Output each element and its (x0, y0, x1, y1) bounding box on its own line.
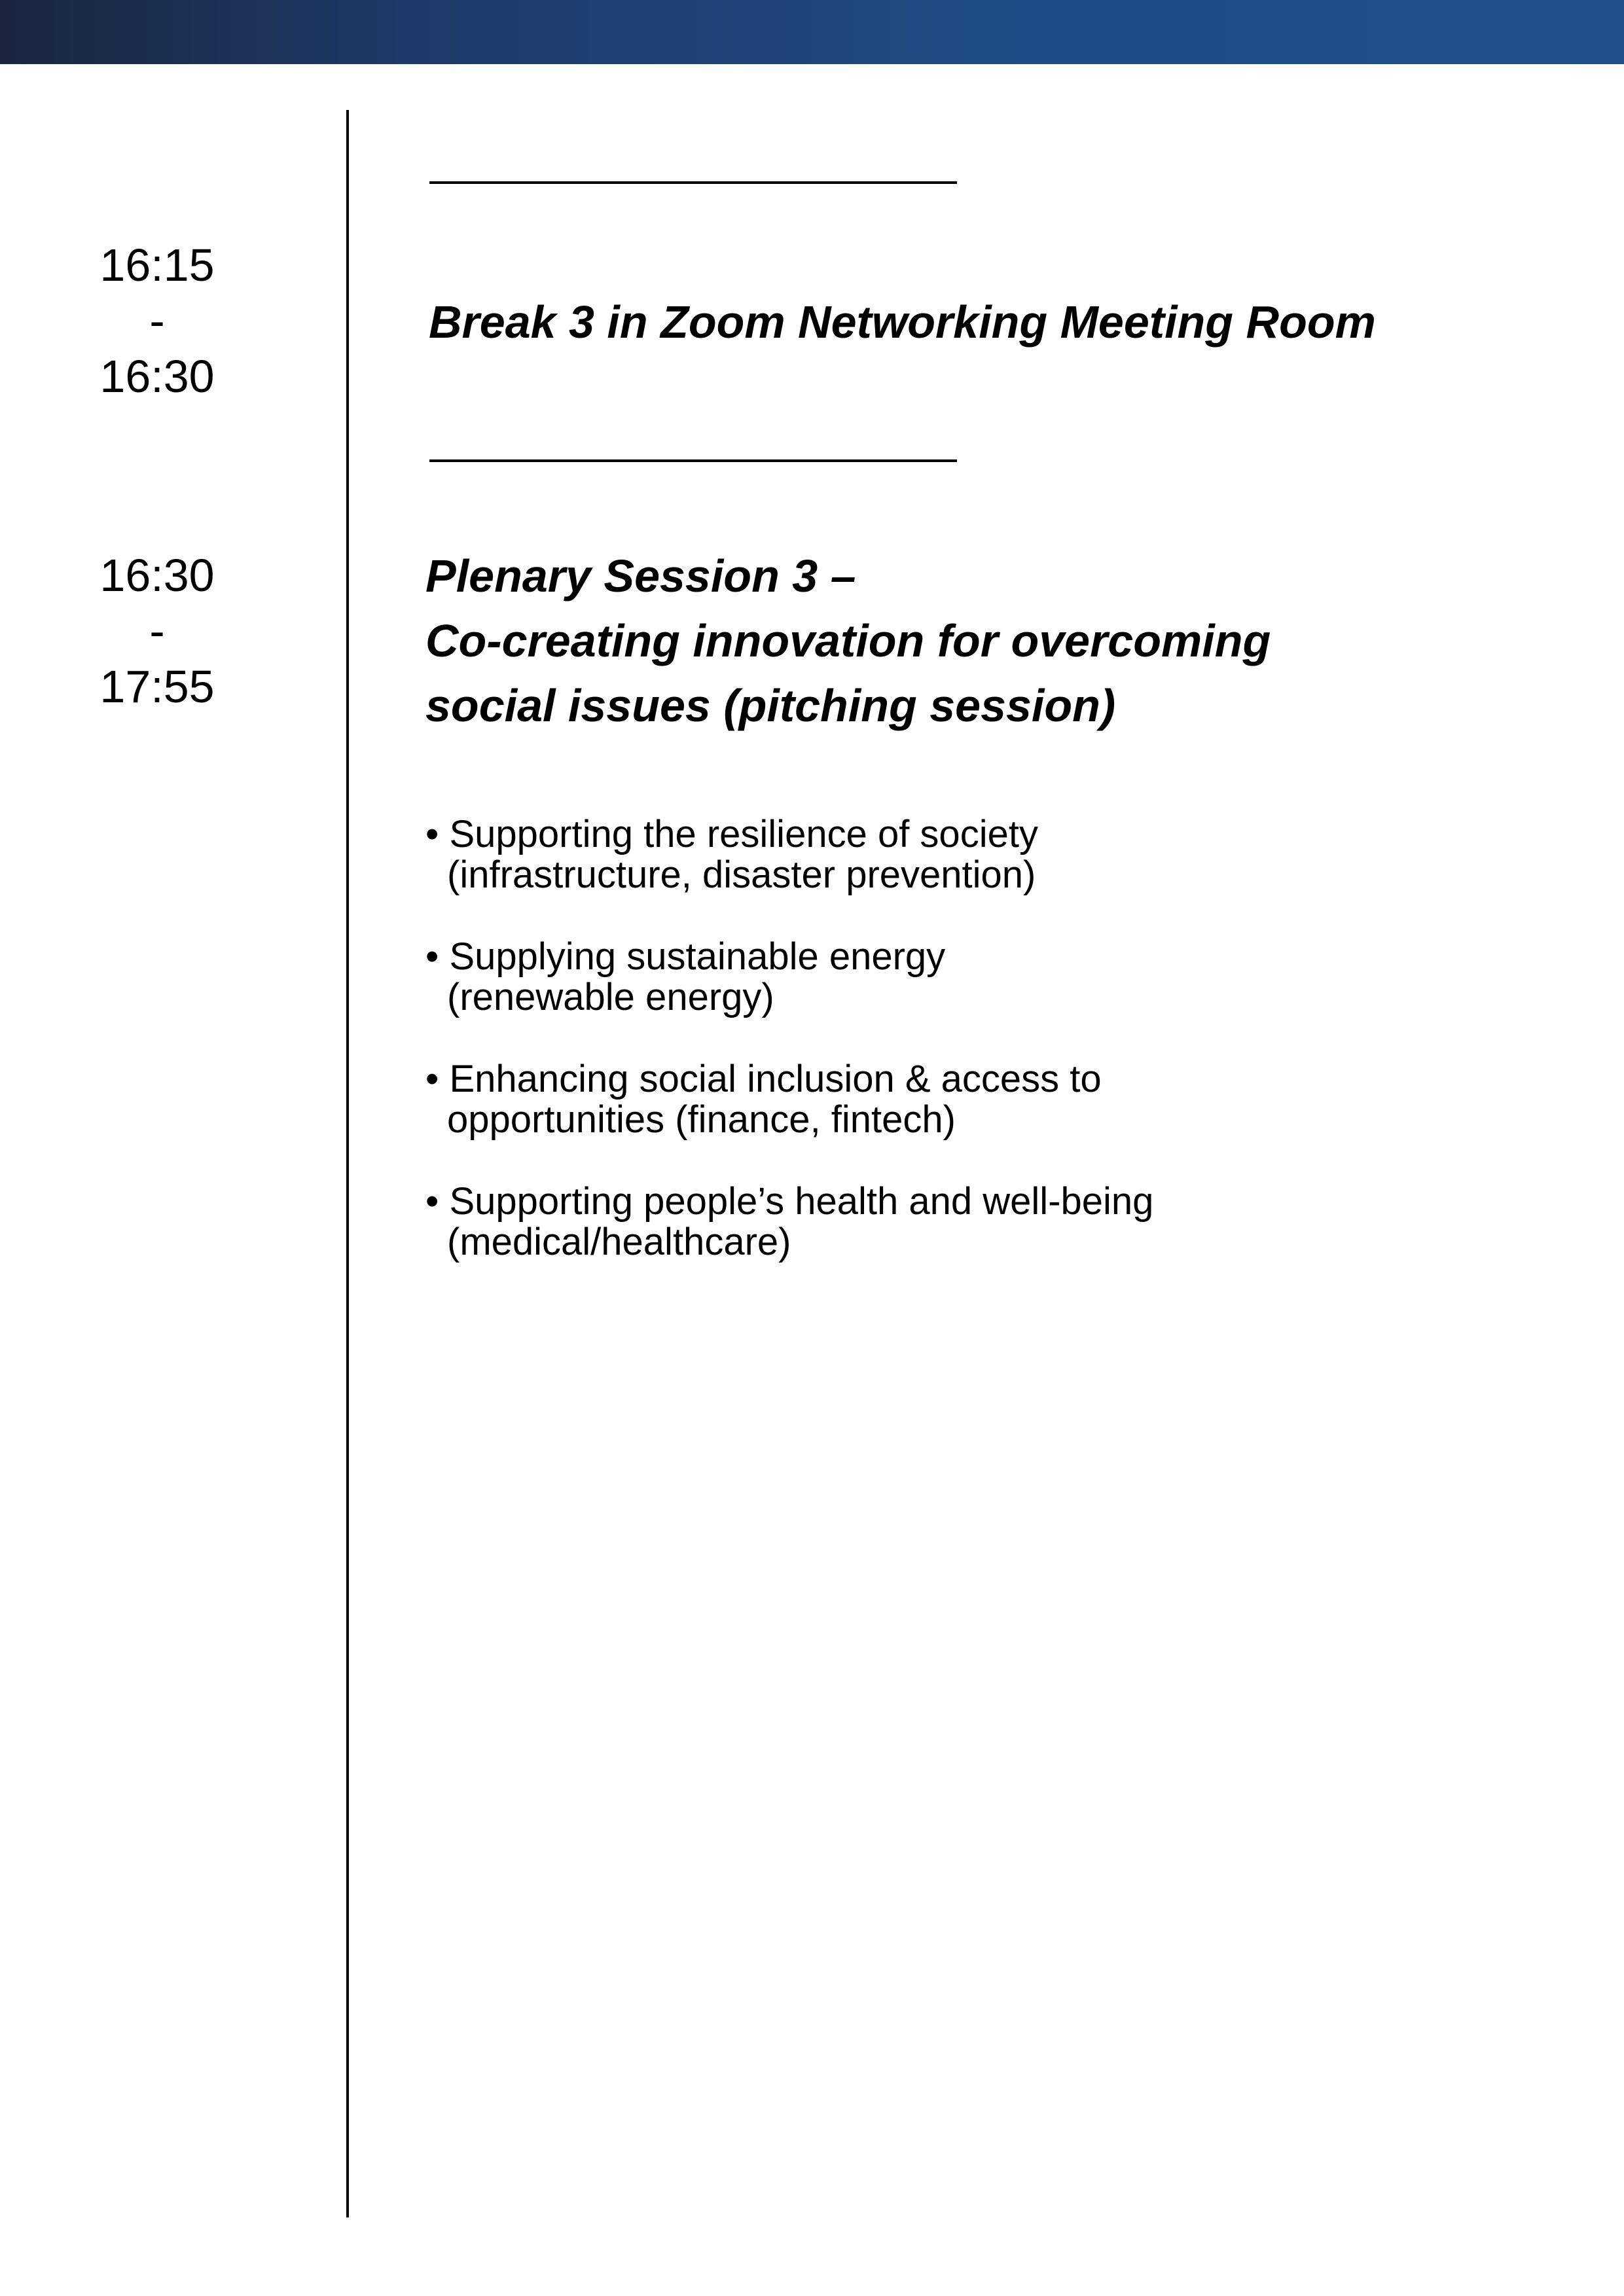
topic-subtext: (renewable energy) (447, 976, 774, 1018)
break-title: Break 3 in Zoom Networking Meeting Room (429, 296, 1376, 348)
plenary-title (425, 544, 1271, 738)
time-start: 16:30 (99, 550, 215, 601)
divider-rule-top (429, 181, 957, 184)
list-item (425, 1059, 1538, 1140)
plenary-title-line: social issues (pitching session) (425, 680, 1116, 731)
timeline-divider (346, 110, 349, 2217)
topic-text: Enhancing social inclusion & access to (449, 1058, 1102, 1100)
topic-text: Supporting the resilience of society (449, 813, 1038, 855)
time-end: 17:55 (99, 661, 215, 712)
time-slot-break (79, 238, 236, 404)
divider-rule-middle (429, 459, 957, 462)
topic-subtext: opportunities (finance, fintech) (447, 1098, 956, 1141)
plenary-title-line: Plenary Session 3 – (425, 550, 856, 601)
time-separator: - (149, 295, 165, 346)
list-item (425, 1181, 1538, 1263)
list-item (425, 814, 1538, 895)
list-item (425, 937, 1538, 1018)
plenary-title-line: Co-creating innovation for overcoming (425, 615, 1271, 666)
time-slot-plenary (79, 548, 236, 715)
time-start: 16:15 (99, 240, 215, 291)
time-separator: - (149, 605, 165, 656)
topic-text: Supplying sustainable energy (449, 935, 946, 978)
topic-subtext: (infrastructure, disaster prevention) (447, 853, 1036, 896)
topic-subtext: (medical/healthcare) (447, 1221, 791, 1263)
bullet-icon: • (425, 1180, 439, 1223)
topic-text: Supporting people’s health and well-being (449, 1180, 1154, 1223)
header-bar (0, 0, 1624, 64)
bullet-icon: • (425, 1058, 439, 1100)
bullet-icon: • (425, 813, 439, 855)
bullet-icon: • (425, 935, 439, 978)
topic-list (425, 814, 1538, 1304)
time-end: 16:30 (99, 351, 215, 402)
